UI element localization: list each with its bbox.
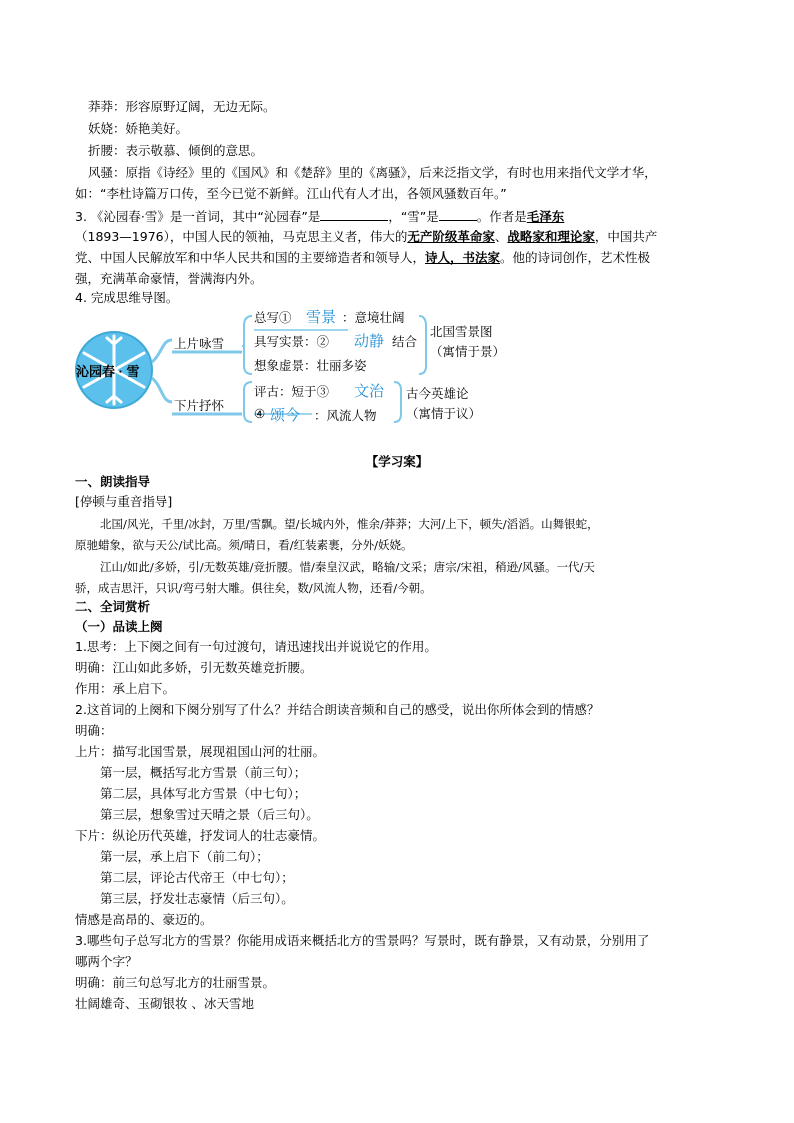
body-line: 3.哪些句子总写北方的雪景？你能用成语来概括北方的雪景吗？写景时，既有静景，又有动景，分别用了 [75, 933, 650, 948]
upper-summary: 北国雪景图 [430, 324, 493, 339]
lower-item-2b: ：风流人物 [314, 408, 377, 423]
answer-blank[interactable] [439, 206, 477, 221]
body-line: 明确： [75, 723, 113, 738]
section-title: 【学习案】 [365, 454, 429, 469]
lower-item-1: 评古：短于③ [254, 384, 330, 399]
mind-map-center: 沁园春 · 雪 [76, 364, 140, 379]
body-line: 第二层，具体写北方雪景（中七句）； [100, 786, 307, 801]
glossary-item: 折腰：表示敬慕、倾倒的意思。 [88, 143, 264, 158]
author-name: 毛泽东 [526, 209, 565, 224]
answer-1: 雪景 [306, 309, 337, 326]
body-line: 哪两个字？ [75, 954, 138, 969]
upper-item-2b: 结合 [392, 334, 418, 349]
answer-2: 动静 [354, 333, 385, 350]
body-line: 作用：承上启下。 [75, 681, 176, 696]
glossary-item: 莽莽：形容原野辽阔，无边无际。 [88, 99, 276, 114]
body-line: 明确：江山如此多娇，引无数英雄竞折腰。 [75, 660, 313, 675]
upper-item-1: 总写① [254, 310, 292, 325]
poem-line: 江山/如此/多娇，引/无数英雄/竞折腰。惜/秦皇汉武，略输/文采；唐宗/宋祖，稍逊/风骚。一代/天 [100, 560, 595, 574]
body-line: 下片：纵论历代英雄，抒发词人的壮志豪情。 [75, 828, 326, 843]
poem-line: 骄，成吉思汗，只识/弯弓射大雕。俱往矣，数/风流人物，还看/今朝。 [75, 581, 432, 595]
lower-summary-2: （寓情于议） [406, 406, 482, 421]
heading-reading: 一、朗读指导 [75, 474, 151, 489]
branch-lower [152, 378, 172, 402]
heading-appreciation: 二、全词赏析 [75, 599, 151, 614]
body-line: 第一层，承上启下（前二句）； [100, 849, 269, 864]
answer-blank[interactable] [320, 206, 388, 221]
branch-upper [152, 340, 172, 362]
lower-item-2: ④ [254, 406, 266, 421]
upper-item-3: 想象虚景：壮丽多姿 [254, 358, 367, 373]
body-line: 第三层，抒发壮志豪情（后三句）。 [100, 891, 294, 906]
glossary-continuation: 如：“李杜诗篇万口传，至今已觉不新鲜。江山代有人才出，各领风骚数百年。” [75, 186, 507, 201]
poem-line: 北国/风光，千里/冰封，万里/雪飘。望/长城内外，惟余/莽莽；大河/上下，顿失/滔滔。山舞银蛇， [100, 517, 599, 531]
body-line: 情感是高昂的、豪迈的。 [75, 912, 213, 927]
body-line: 1.思考：上下阕之间有一句过渡句，请迅速找出并说说它的作用。 [75, 639, 437, 654]
upper-item-2: 具写实景：② [254, 334, 330, 349]
subheading-pause: [停顿与重音指导] [75, 494, 173, 509]
upper-summary-2: （寓情于景） [430, 344, 506, 359]
question-3-line3: 党、中国人民解放军和中华人民共和国的主要缔造者和领导人，诗人，书法家。他的诗词创作，艺术性极 [75, 250, 651, 265]
mind-map [74, 306, 534, 428]
question-3-line2: （1893—1976），中国人民的领袖，马克思主义者，伟大的无产阶级革命家、战略家和理论家，中国共产 [75, 229, 658, 244]
lower-summary: 古今英雄论 [406, 386, 469, 401]
poem-line: 原驰蜡象，欲与天公/试比高。须/晴日，看/红装素裹，分外/妖娆。 [75, 538, 413, 552]
body-line: 2.这首词的上阕和下阕分别写了什么？并结合朗读音频和自己的感受，说出你所体会到的情感？ [75, 702, 600, 717]
question-4: 4. 完成思维导图。 [75, 290, 179, 305]
glossary-item: 风骚：原指《诗经》里的《国风》和《楚辞》里的《离骚》，后来泛指文学，有时也用来指代文学才华， [88, 165, 657, 180]
question-3-line4: 强，充满革命豪情，誉满海内外。 [75, 271, 263, 286]
body-line: 第二层，评论古代帝王（中七句）； [100, 870, 294, 885]
body-line: 明确：前三句总写北方的壮丽雪景。 [75, 975, 276, 990]
answer-3: 文治 [354, 383, 385, 400]
question-3: 3. 《沁园春·雪》是一首词，其中“沁园春”是 ，“雪”是 。作者是毛泽东 [75, 206, 564, 227]
upper-item-1b: ：意境壮阔 [342, 310, 405, 325]
glossary-item: 妖娆：娇艳美好。 [88, 121, 189, 136]
subheading-upper: （一）品读上阕 [75, 619, 163, 634]
body-line: 第一层，概括写北方雪景（前三句）； [100, 765, 307, 780]
body-line: 上片：描写北国雪景，展现祖国山河的壮丽。 [75, 744, 326, 759]
mind-map-upper: 上片咏雪 [174, 336, 225, 351]
body-line: 壮阔雄奇、玉砌银妆 、冰天雪地 [75, 996, 254, 1011]
body-line: 第三层，想象雪过天晴之景（后三句）。 [100, 807, 319, 822]
answer-4: 颂今 [270, 407, 301, 424]
mind-map-lower: 下片抒怀 [174, 398, 225, 413]
